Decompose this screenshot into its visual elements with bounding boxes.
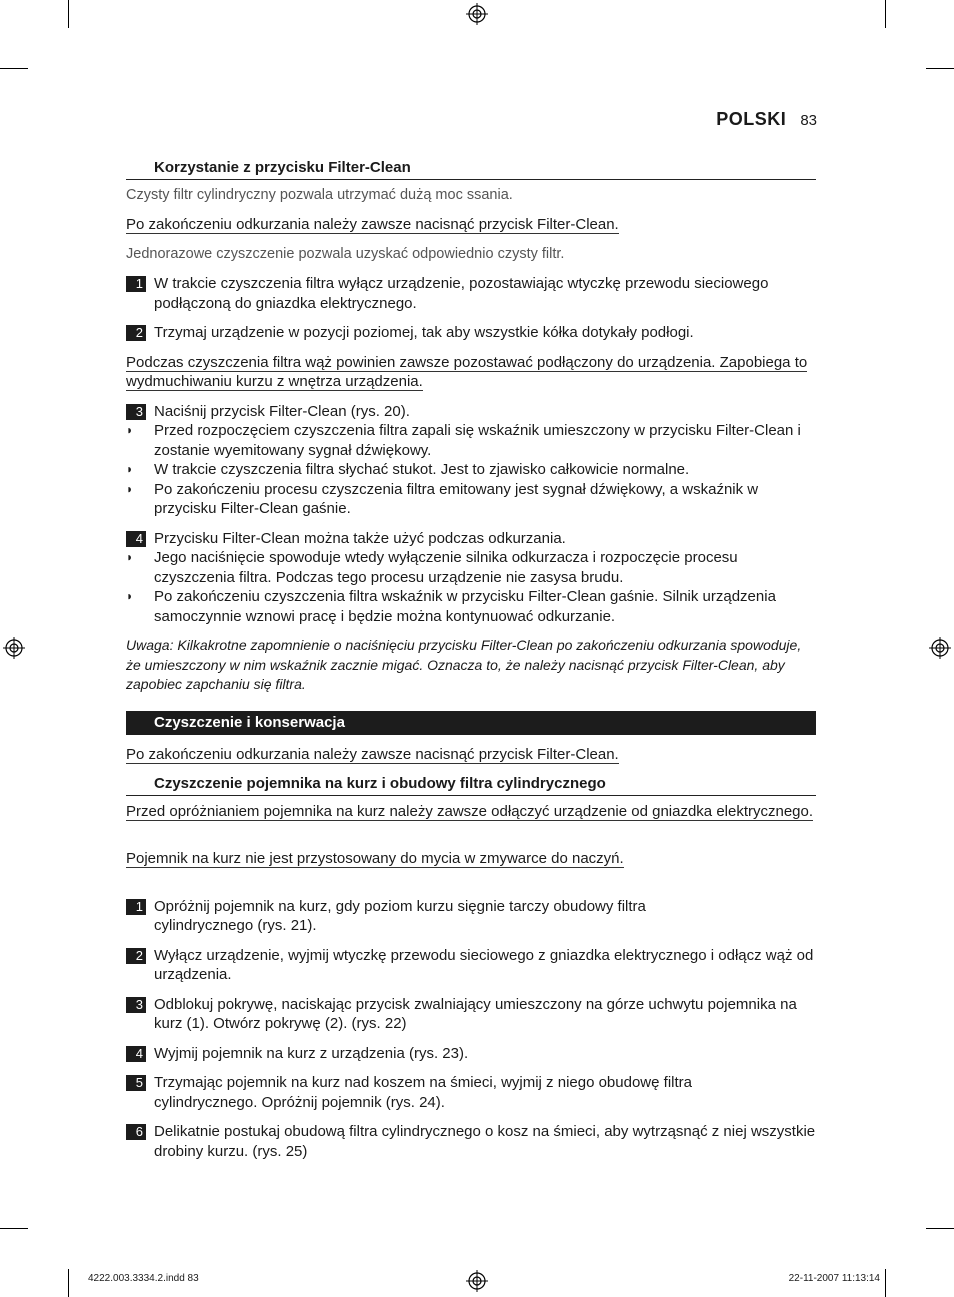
crop-mark [68, 1269, 69, 1297]
bullet-arrow-icon: ◗ [126, 462, 134, 476]
bullet-item [126, 480, 816, 519]
footer-file-info: 4222.003.3334.2.indd 83 [88, 1273, 199, 1284]
step-text: Trzymając pojemnik na kurz nad koszem na śmieci, wyjmij z niego obudowę filtra cylindrycznego. Opróżnij pojemnik (rys. 24). [154, 1074, 692, 1111]
crop-mark [926, 1228, 954, 1229]
step-number: 5 [126, 1075, 146, 1091]
step-text: Delikatnie postukaj obudową filtra cylindrycznego o kosz na śmieci, aby wytrząsnąć z niej wszystkie drobiny kurzu. (rys. 25) [154, 1123, 816, 1160]
crop-mark [0, 1228, 28, 1229]
step-text: Wyłącz urządzenie, wyjmij wtyczkę przewodu sieciowego z gniazdka elektrycznego i odłącz wąż od urządzenia. [154, 946, 814, 983]
note-text: Uwaga: Kilkakrotne zapomnienie o naciśnięciu przycisku Filter-Clean po zakończeniu odkurzania spowoduje, że umieszczony w nim wskaźnik zacznie migać. Oznacza to, że należy nacisnąć przycisk Filter-Clean, aby zapobiec zapchaniu się filtra. [126, 637, 802, 692]
bullet-text: Przed rozpoczęciem czyszczenia filtra zapali się wskaźnik umieszczony w przycisku Filter-Clean i zostanie wyemitowany sygnał dźwiękowy. [154, 422, 801, 459]
step-text: Opróżnij pojemnik na kurz, gdy poziom kurzu sięgnie tarczy obudowy filtra cylindrycznego (rys. 21). [154, 897, 646, 934]
warning-text: Po zakończeniu odkurzania należy zawsze nacisnąć przycisk Filter-Clean. [126, 745, 619, 763]
intro-text: Czysty filtr cylindryczny pozwala utrzymać dużą moc ssania. [126, 186, 513, 203]
step-number: 4 [126, 1046, 146, 1062]
step-item [126, 529, 816, 549]
bullet-item [126, 548, 816, 587]
warning-text: Przed opróżnianiem pojemnika na kurz należy zawsze odłączyć urządzenie od gniazdka elektrycznego. [126, 802, 814, 820]
bullet-text: Po zakończeniu czyszczenia filtra wskaźnik w przycisku Filter-Clean gaśnie. Silnik urządzenia samoczynnie wznowi pracę i będzie można kontynuować odkurzanie. [154, 588, 776, 625]
subsection-heading: Czyszczenie pojemnika na kurz i obudowy filtra cylindrycznego [126, 774, 816, 796]
bullet-arrow-icon: ◗ [126, 550, 134, 564]
crop-mark [68, 0, 69, 28]
language-label: POLSKI [716, 109, 787, 129]
step-number: 1 [126, 276, 146, 292]
bullet-arrow-icon: ◗ [126, 589, 134, 603]
step-text: Przycisku Filter-Clean można także użyć podczas odkurzania. [154, 529, 566, 547]
registration-mark-icon [929, 637, 951, 659]
footer-timestamp: 22-11-2007 11:13:14 [788, 1273, 880, 1284]
step-text: Wyjmij pojemnik na kurz z urządzenia (rys. 23). [154, 1044, 469, 1062]
warning-text: Pojemnik na kurz nie jest przystosowany do mycia w zmywarce do naczyń. [126, 850, 624, 867]
step-number: 1 [126, 899, 146, 915]
bullet-arrow-icon: ◗ [126, 423, 134, 437]
step-item [126, 274, 816, 313]
bullet-item [126, 421, 816, 460]
step-text: Odblokuj pokrywę, naciskając przycisk zwalniający umieszczony na górze uchwytu pojemnika na kurz (1). Otwórz pokrywę (2). (rys. 22) [154, 995, 797, 1032]
step-item [126, 323, 816, 343]
step-item [126, 995, 816, 1034]
step-item [126, 1073, 816, 1112]
page-content [126, 158, 816, 1171]
step-item [126, 946, 816, 985]
bullet-arrow-icon: ◗ [126, 481, 134, 496]
registration-mark-icon [3, 637, 25, 659]
crop-mark [885, 0, 886, 28]
bullet-item [126, 587, 816, 626]
crop-mark [926, 68, 954, 69]
step-item [126, 1044, 816, 1064]
section-heading: Korzystanie z przycisku Filter-Clean [126, 158, 816, 180]
bullet-text: Po zakończeniu procesu czyszczenia filtra emitowany jest sygnał dźwiękowy, a wskaźnik w przycisku Filter-Clean gaśnie. [154, 480, 759, 517]
step-item [126, 897, 816, 936]
step-number: 2 [126, 325, 146, 341]
step-text: W trakcie czyszczenia filtra wyłącz urządzenie, pozostawiając wtyczkę przewodu sieciowego podłączoną do gniazdka elektrycznego. [154, 275, 769, 312]
step-number: 6 [126, 1124, 146, 1140]
step-text: Naciśnij przycisk Filter-Clean (rys. 20). [154, 402, 410, 420]
step-item [126, 1122, 816, 1161]
info-text: Jednorazowe czyszczenie pozwala uzyskać odpowiednio czysty filtr. [126, 245, 565, 262]
warning-text: Po zakończeniu odkurzania należy zawsze nacisnąć przycisk Filter-Clean. [126, 216, 619, 233]
step-item [126, 402, 816, 422]
warning-text: Podczas czyszczenia filtra wąż powinien zawsze pozostawać podłączony do urządzenia. Zapobiega to wydmuchiwaniu kurzu z wnętrza urządzenia. [126, 353, 808, 390]
registration-mark-icon [466, 3, 488, 25]
page-number: 83 [800, 112, 817, 129]
step-text: Trzymaj urządzenie w pozycji poziomej, tak aby wszystkie kółka dotykały podłogi. [154, 324, 694, 341]
bullet-text: Jego naciśnięcie spowoduje wtedy wyłączenie silnika odkurzacza i rozpoczęcie procesu czyszczenia filtra. Podczas tego procesu urządzenie nie zasysa brudu. [154, 549, 738, 586]
bullet-text: W trakcie czyszczenia filtra słychać stukot. Jest to zjawisko całkowicie normalne. [154, 461, 690, 478]
section-heading-bar: Czyszczenie i konserwacja [126, 711, 816, 735]
step-number: 3 [126, 404, 146, 420]
bullet-item [126, 460, 816, 480]
registration-mark-icon [466, 1270, 488, 1292]
crop-mark [0, 68, 28, 69]
step-number: 2 [126, 948, 146, 964]
crop-mark [885, 1269, 886, 1297]
page-header [716, 109, 817, 130]
step-number: 3 [126, 997, 146, 1013]
step-number: 4 [126, 531, 146, 547]
